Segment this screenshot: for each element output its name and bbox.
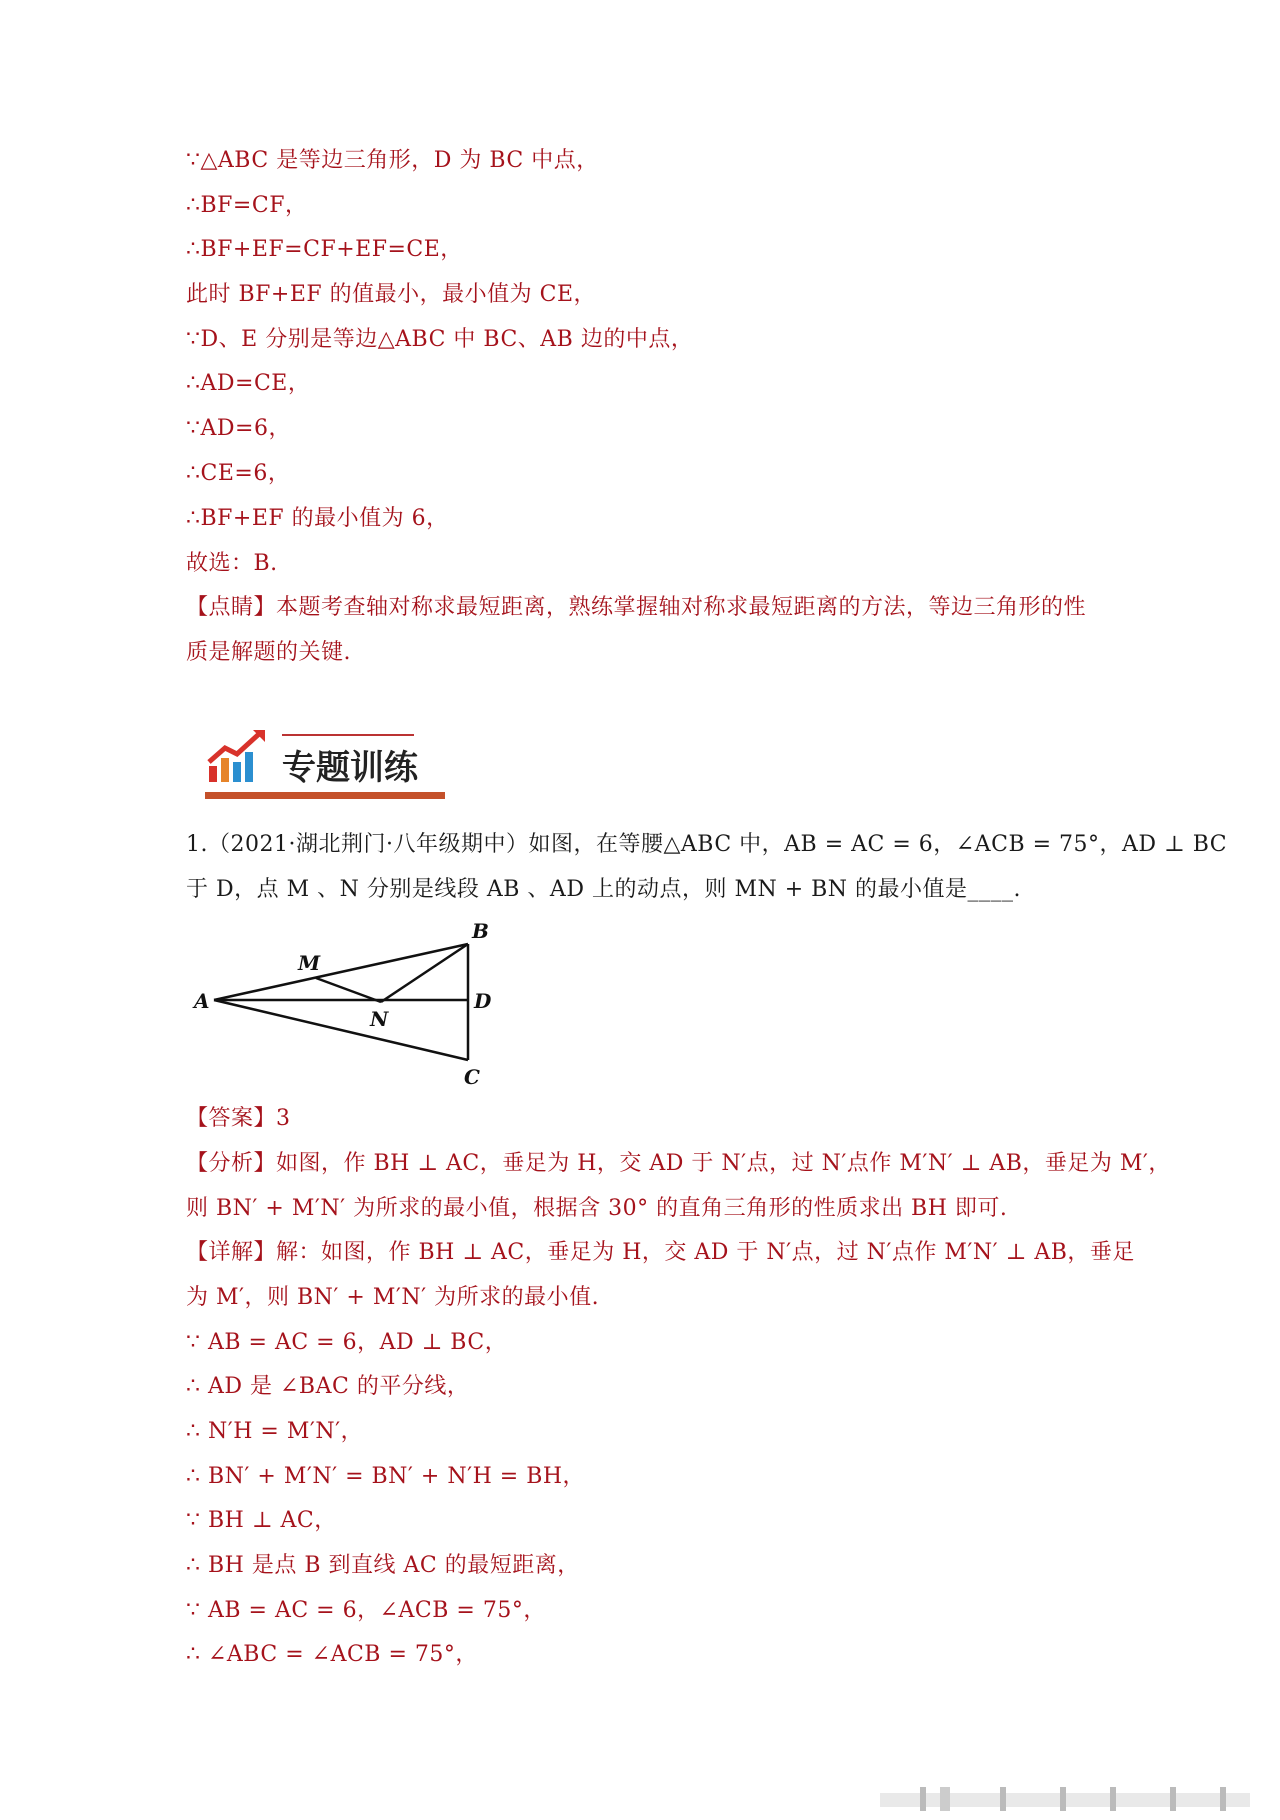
- detail-line: ∵ AB = AC = 6，∠ACB = 75°，: [186, 1598, 546, 1623]
- solution-line: ∵△ABC 是等边三角形，D 为 BC 中点，: [186, 148, 599, 173]
- detail-line: ∴ N′H = M′N′，: [186, 1419, 364, 1444]
- solution-line: 【点睛】本题考查轴对称求最短距离，熟练掌握轴对称求最短距离的方法，等边三角形的性: [186, 595, 1087, 620]
- solution-line: ∴BF+EF 的最小值为 6，: [186, 506, 449, 531]
- analysis-line: 【分析】如图，作 BH ⊥ AC，垂足为 H，交 AD 于 N′点，过 N′点作 M′N′ ⊥ AB，垂足为 M′，: [186, 1151, 1171, 1176]
- analysis-line: 则 BN′ + M′N′ 为所求的最小值，根据含 30° 的直角三角形的性质求出 BH 即可.: [186, 1196, 1008, 1221]
- header-underline: [205, 792, 445, 799]
- label-d: D: [474, 989, 492, 1013]
- detail-line: ∵ BH ⊥ AC，: [186, 1508, 337, 1533]
- label-n: N: [370, 1007, 389, 1031]
- problem-line: 于 D，点 M 、N 分别是线段 AB 、AD 上的动点，则 MN + BN 的最小值是____.: [186, 877, 1022, 902]
- detail-line: ∴ AD 是 ∠BAC 的平分线，: [186, 1374, 470, 1399]
- detail-line: ∵ AB = AC = 6，AD ⊥ BC，: [186, 1330, 508, 1355]
- problem-line: 1.（2021·湖北荆门·八年级期中）如图，在等腰△ABC 中，AB = AC = 6，∠ACB = 75°，AD ⊥ BC: [186, 832, 1228, 857]
- solution-line: ∴AD=CE，: [186, 371, 311, 396]
- header-rule: [282, 734, 414, 736]
- label-c: C: [464, 1065, 480, 1089]
- solution-line: 质是解题的关键.: [186, 640, 351, 665]
- solution-line: 此时 BF+EF 的值最小，最小值为 CE，: [186, 282, 597, 307]
- segment-ab: [214, 944, 468, 1000]
- detail-line: 为 M′，则 BN′ + M′N′ 为所求的最小值.: [186, 1285, 600, 1310]
- answer-line: 【答案】3: [186, 1106, 291, 1131]
- triangle-figure: [186, 920, 506, 1090]
- solution-line: ∴BF+EF=CF+EF=CE，: [186, 237, 463, 262]
- detail-line: ∴ ∠ABC = ∠ACB = 75°，: [186, 1642, 478, 1667]
- rising-chart-icon: [205, 728, 269, 786]
- solution-line: 故选：B.: [186, 551, 278, 576]
- solution-line: ∴BF=CF，: [186, 193, 308, 218]
- segment-mn: [316, 978, 381, 1002]
- section-title: 专题训练: [282, 748, 418, 788]
- label-b: B: [472, 920, 489, 943]
- solution-line: ∴CE=6，: [186, 461, 291, 486]
- segment-ac: [214, 1000, 468, 1060]
- solution-line: ∵AD=6，: [186, 416, 291, 441]
- solution-line: ∵D、E 分别是等边△ABC 中 BC、AB 边的中点，: [186, 327, 694, 352]
- detail-line: ∴ BH 是点 B 到直线 AC 的最短距离，: [186, 1553, 580, 1578]
- label-a: A: [194, 989, 210, 1013]
- scan-footer-decoration: [880, 1783, 1250, 1813]
- label-m: M: [298, 951, 321, 975]
- detail-line: 【详解】解：如图，作 BH ⊥ AC，垂足为 H，交 AD 于 N′点，过 N′点作 M′N′ ⊥ AB，垂足: [186, 1240, 1135, 1265]
- detail-line: ∴ BN′ + M′N′ = BN′ + N′H = BH，: [186, 1464, 586, 1489]
